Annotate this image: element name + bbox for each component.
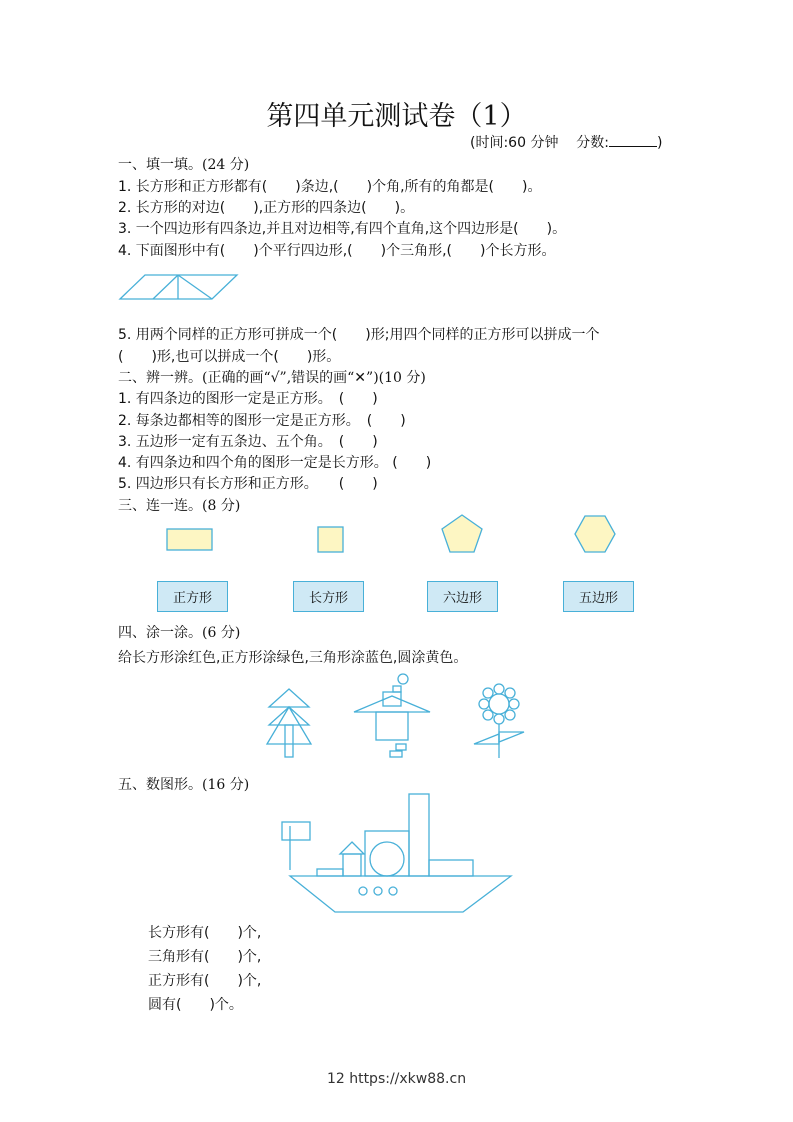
robot-figure [352, 672, 432, 760]
boat-figure [285, 792, 517, 916]
time-label: (时间:60 分钟 [470, 135, 559, 151]
score-blank[interactable] [609, 134, 657, 147]
section3-heading: 三、连一连。(8 分) [118, 498, 241, 514]
s1-q5-line2: ( )形,也可以拼成一个( )形。 [118, 349, 341, 365]
page-footer: 12 https://xkw88.cn [326, 1071, 467, 1087]
section5-heading: 五、数图形。(16 分) [118, 777, 250, 793]
s5-item-2: 三角形有( )个, [148, 949, 262, 965]
time-score-line [470, 132, 662, 152]
s1-q5-line1: 5. 用两个同样的正方形可拼成一个( )形;用四个同样的正方形可以拼成一个 [118, 327, 600, 343]
s2-item-2: 2. 每条边都相等的图形一定是正方形。 ( ) [118, 413, 406, 429]
label-hexagon[interactable]: 六边形 [427, 581, 498, 612]
section1-heading: 一、填一填。(24 分) [118, 157, 250, 173]
s5-item-3: 正方形有( )个, [148, 973, 262, 989]
subtitle-close: ) [656, 135, 663, 151]
s1-q1: 1. 长方形和正方形都有( )条边,( )个角,所有的角都是( )。 [118, 179, 542, 195]
hexagon-shape [574, 515, 616, 553]
score-label: 分数: [576, 135, 609, 151]
section4-heading: 四、涂一涂。(6 分) [118, 625, 241, 641]
s1-q2: 2. 长方形的对边( ),正方形的四条边( )。 [118, 200, 415, 216]
parallelogram-figure [120, 272, 240, 302]
s2-item-1: 1. 有四条边的图形一定是正方形。 ( ) [118, 391, 378, 407]
s2-item-4: 4. 有四条边和四个角的图形一定是长方形。 ( ) [118, 455, 432, 471]
s5-item-1: 长方形有( )个, [148, 925, 262, 941]
s2-item-5: 5. 四边形只有长方形和正方形。 ( ) [118, 476, 378, 492]
pentagon-shape [440, 514, 484, 554]
section2-heading: 二、辨一辨。(正确的画“√”,错误的画“✕”)(10 分) [118, 370, 426, 386]
s1-q4: 4. 下面图形中有( )个平行四边形,( )个三角形,( )个长方形。 [118, 243, 556, 259]
tree-figure [264, 688, 314, 760]
s2-item-3: 3. 五边形一定有五条边、五个角。 ( ) [118, 434, 378, 450]
square-shape [317, 526, 345, 554]
s5-item-4: 圆有( )个。 [148, 997, 243, 1013]
flower-figure [471, 682, 527, 760]
label-square[interactable]: 正方形 [157, 581, 228, 612]
rectangle-shape [166, 528, 214, 552]
label-pentagon[interactable]: 五边形 [563, 581, 634, 612]
s1-q3: 3. 一个四边形有四条边,并且对边相等,有四个直角,这个四边形是( )。 [118, 221, 567, 237]
s4-instruction: 给长方形涂红色,正方形涂绿色,三角形涂蓝色,圆涂黄色。 [118, 650, 468, 666]
label-rectangle[interactable]: 长方形 [293, 581, 364, 612]
page-title: 第四单元测试卷（1） [266, 101, 527, 132]
